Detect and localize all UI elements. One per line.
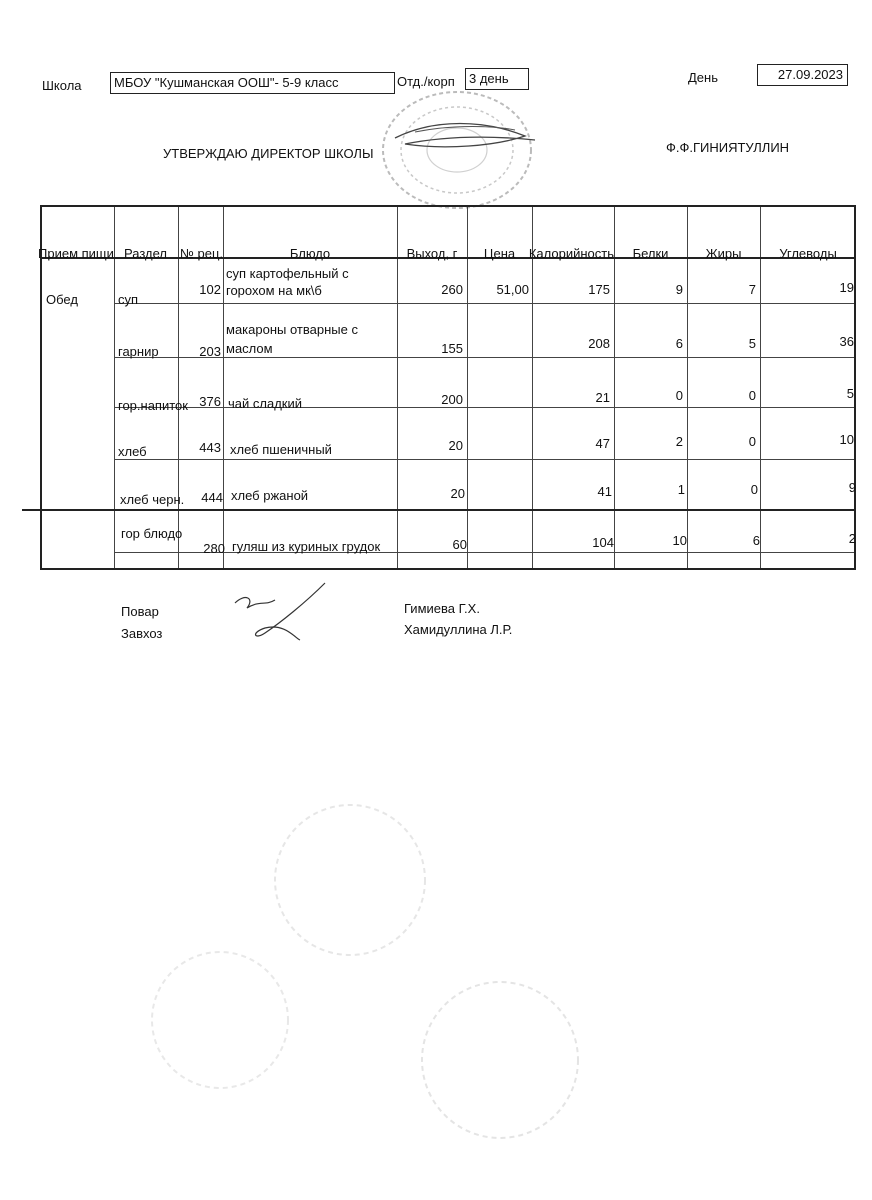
row-proteins: 10 bbox=[672, 533, 687, 548]
table-divider bbox=[114, 407, 854, 408]
table-divider bbox=[114, 552, 854, 553]
row-calories: 21 bbox=[595, 390, 610, 405]
approve-text: УТВЕРЖДАЮ ДИРЕКТОР ШКОЛЫ bbox=[163, 146, 374, 161]
storekeeper-label: Завхоз bbox=[121, 626, 163, 641]
row-output: 260 bbox=[441, 282, 463, 297]
row-dish-line1: суп картофельный с bbox=[226, 266, 349, 281]
row-dish-line2: горохом на мк\б bbox=[226, 283, 322, 298]
row-section: суп bbox=[118, 292, 139, 307]
row-calories: 47 bbox=[595, 436, 610, 451]
row-proteins: 0 bbox=[675, 388, 683, 403]
row-section: гарнир bbox=[118, 344, 159, 359]
row-proteins: 1 bbox=[677, 482, 685, 497]
row-section: хлеб bbox=[118, 444, 147, 459]
row-section: гор.напиток bbox=[118, 398, 188, 413]
row-price: 51,00 bbox=[496, 282, 529, 297]
row-section: хлеб черн. bbox=[120, 492, 185, 507]
col-header-fats: Жиры bbox=[705, 246, 742, 261]
table-divider bbox=[178, 207, 179, 568]
date-field: 27.09.2023 bbox=[757, 64, 848, 86]
otd-label: Отд./корп bbox=[397, 74, 455, 89]
row-calories: 208 bbox=[588, 336, 610, 351]
row-fats: 6 bbox=[752, 533, 760, 548]
row-carbs: 36 bbox=[839, 334, 854, 349]
row-output: 60 bbox=[452, 537, 467, 552]
row-calories: 175 bbox=[588, 282, 610, 297]
row-output: 20 bbox=[450, 486, 465, 501]
school-label: Школа bbox=[42, 78, 82, 93]
col-header-meal: Прием пищи bbox=[38, 246, 114, 261]
col-header-carbs: Углеводы bbox=[779, 246, 837, 261]
row-dish: чай сладкий bbox=[228, 396, 302, 411]
col-header-recipe: № рец. bbox=[180, 246, 224, 261]
col-header-price: Цена bbox=[483, 246, 516, 261]
row-proteins: 6 bbox=[675, 336, 683, 351]
director-name: Ф.Ф.ГИНИЯТУЛЛИН bbox=[666, 140, 790, 155]
row-dish: гуляш из куриных грудок bbox=[232, 539, 381, 554]
official-seal-stamp bbox=[375, 88, 540, 213]
row-dish: хлеб ржаной bbox=[231, 488, 309, 503]
row-recipe: 376 bbox=[199, 394, 221, 409]
col-header-output: Выход, г bbox=[406, 246, 458, 261]
row-proteins: 9 bbox=[675, 282, 683, 297]
row-recipe: 444 bbox=[201, 490, 223, 505]
col-header-section: Раздел bbox=[124, 246, 167, 261]
row-output: 155 bbox=[441, 341, 463, 356]
table-divider bbox=[114, 207, 115, 568]
row-recipe: 280 bbox=[203, 541, 225, 556]
row-fats: 0 bbox=[748, 388, 756, 403]
handwritten-signature bbox=[225, 578, 335, 648]
col-header-proteins: Белки bbox=[632, 246, 669, 261]
table-divider bbox=[114, 303, 854, 304]
day-label: День bbox=[688, 70, 718, 85]
row-carbs: 10 bbox=[839, 432, 854, 447]
faded-stamp-marks bbox=[150, 800, 600, 1160]
row-dish-line2: маслом bbox=[226, 341, 273, 356]
row-carbs: 2 bbox=[848, 531, 856, 546]
table-divider bbox=[114, 357, 854, 358]
cook-label: Повар bbox=[121, 604, 159, 619]
row-fats: 7 bbox=[748, 282, 756, 297]
row-output: 20 bbox=[448, 438, 463, 453]
row-calories: 104 bbox=[592, 535, 614, 550]
row-dish: хлеб пшеничный bbox=[230, 442, 332, 457]
row-recipe: 443 bbox=[199, 440, 221, 455]
row-dish-line1: макароны отварные с bbox=[226, 322, 358, 337]
meal-name: Обед bbox=[46, 292, 78, 307]
col-header-dish: Блюдо bbox=[289, 246, 331, 261]
row-output: 200 bbox=[441, 392, 463, 407]
row-section: гор блюдо bbox=[121, 526, 183, 541]
row-recipe: 203 bbox=[199, 344, 221, 359]
storekeeper-name: Хамидуллина Л.Р. bbox=[404, 622, 513, 637]
menu-table bbox=[40, 205, 856, 570]
row-carbs: 9 bbox=[848, 480, 856, 495]
row-recipe: 102 bbox=[199, 282, 221, 297]
row-carbs: 5 bbox=[846, 386, 854, 401]
row-fats: 0 bbox=[750, 482, 758, 497]
col-header-calories: Калорийность bbox=[528, 246, 614, 261]
row-carbs: 19 bbox=[839, 280, 854, 295]
table-divider bbox=[22, 509, 854, 511]
table-divider bbox=[114, 459, 854, 460]
school-name-field: МБОУ "Кушманская ООШ"- 5-9 класс bbox=[110, 72, 395, 94]
otd-value-field: 3 день bbox=[465, 68, 529, 90]
cook-name: Гимиева Г.Х. bbox=[404, 601, 480, 616]
row-calories: 41 bbox=[597, 484, 612, 499]
row-fats: 5 bbox=[748, 336, 756, 351]
row-fats: 0 bbox=[748, 434, 756, 449]
row-proteins: 2 bbox=[675, 434, 683, 449]
